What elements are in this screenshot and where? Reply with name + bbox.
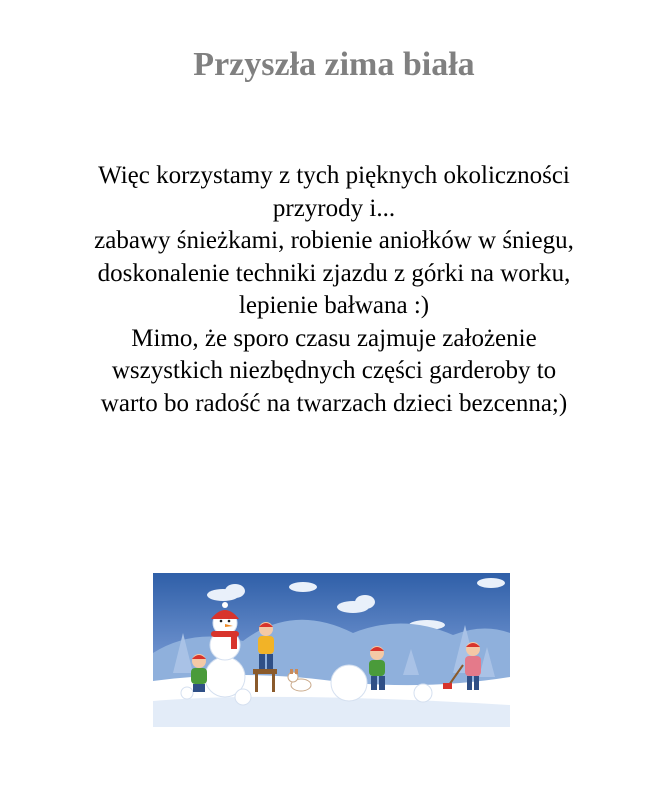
winter-illustration	[153, 573, 510, 727]
text-line: przyrody i...	[272, 194, 396, 222]
text-line: lepienie bałwana :)	[238, 292, 430, 319]
text-line: Więc korzystamy z tych pięknych okoliczności	[98, 162, 570, 189]
text-line: doskonalenie techniki zjazdu z górki na worku,	[97, 259, 571, 287]
page-title: Przyszła zima biała	[193, 46, 475, 83]
text-line: Mimo, że sporo czasu zajmuje założenie	[131, 324, 537, 352]
child-pushing-snowball	[369, 646, 385, 690]
body-text	[40, 160, 628, 420]
text-line: warto bo radość na twarzach dzieci bezcenna;)	[100, 389, 568, 417]
text-line: zabawy śnieżkami, robienie aniołków w śniegu,	[94, 227, 574, 254]
winter-scene-image	[153, 573, 510, 727]
text-line: wszystkich niezbędnych części garderoby to	[111, 357, 557, 384]
child-crouching	[191, 654, 207, 692]
